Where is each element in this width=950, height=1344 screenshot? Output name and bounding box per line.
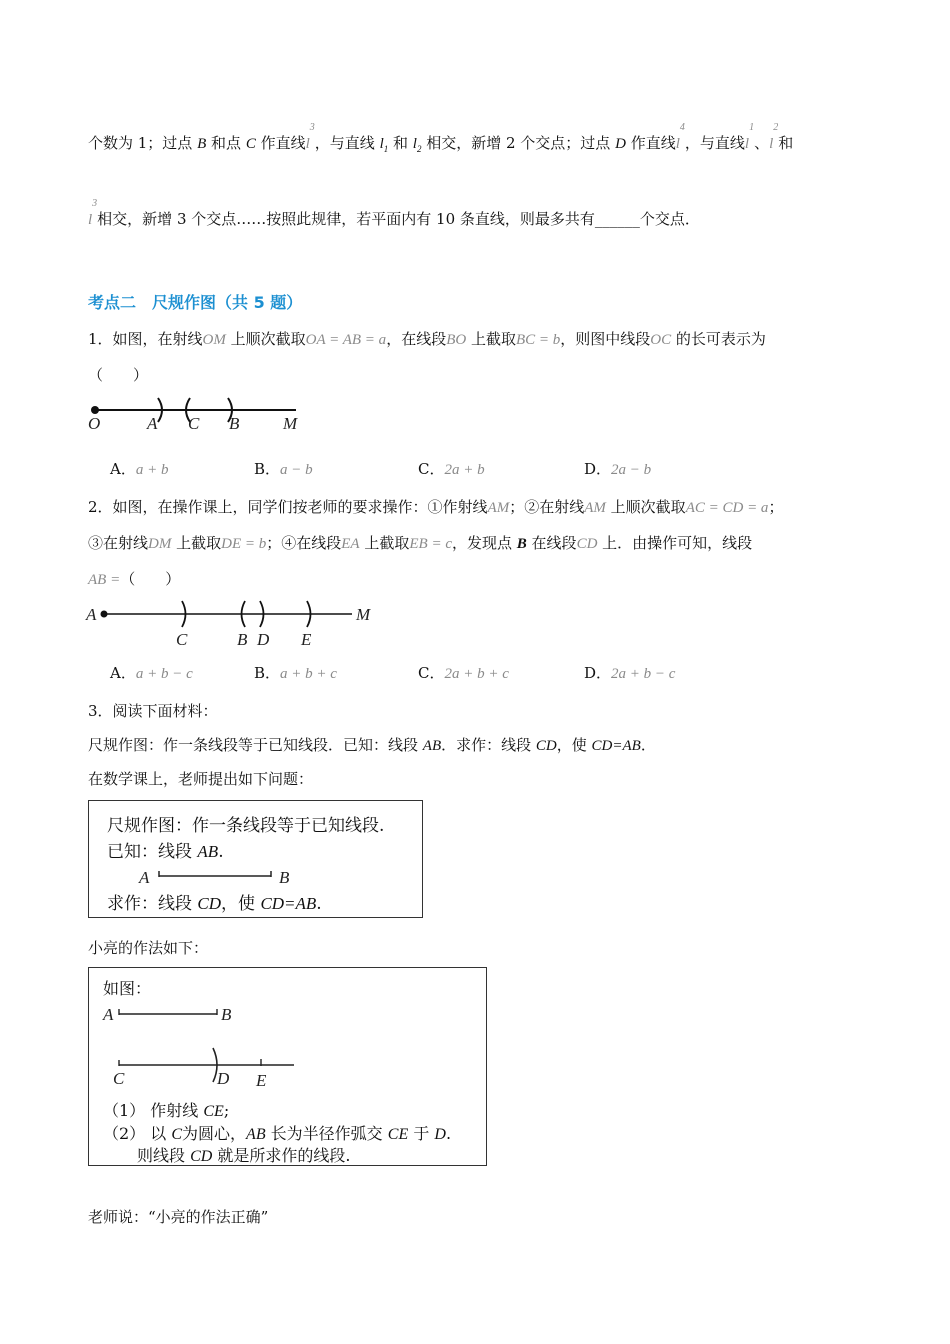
box2-step-2: （2） 以 C为圆心，AB 长为半径作弧交 CE 于 D. bbox=[103, 1124, 452, 1143]
line-l1: $l^1$ bbox=[744, 122, 755, 152]
q3-line-2: 在数学课上，老师提出如下问题： bbox=[88, 770, 314, 788]
q3-title: 3．阅读下面材料： bbox=[88, 702, 218, 720]
q1-option-b[interactable]: B．a − b bbox=[254, 460, 313, 478]
label-D: D bbox=[257, 630, 270, 649]
label-B: B bbox=[237, 630, 248, 649]
box1-line-1: 尺规作图：作一条线段等于已知线段. bbox=[107, 816, 385, 836]
q2-option-c[interactable]: C．2a + b + c bbox=[418, 664, 509, 682]
intro-text: 个数为 1；过点 bbox=[88, 134, 198, 152]
label-A: A bbox=[139, 868, 150, 887]
label-A: A bbox=[86, 605, 97, 624]
intro-line-1 bbox=[88, 122, 794, 154]
intro-text: 、 bbox=[754, 134, 770, 152]
label-B: B bbox=[221, 1005, 232, 1024]
line-l2-inline: $l_2$ bbox=[412, 136, 422, 154]
label-A: A bbox=[103, 1005, 114, 1024]
line-l3: $l^3$ bbox=[88, 198, 98, 228]
intro-text: 作直线 bbox=[625, 134, 676, 152]
intro-text: 相交，新增 3 个交点……按照此规律，若平面内有 10 条直线，则最多共有______个交点． bbox=[97, 210, 700, 228]
section-title: 考点二 尺规作图（共 5 题） bbox=[88, 293, 303, 312]
q2-option-b[interactable]: B．a + b + c bbox=[254, 664, 337, 682]
point-label: B bbox=[197, 136, 207, 152]
line-l4: $l^4$ bbox=[675, 122, 685, 152]
label-B: B bbox=[279, 868, 290, 887]
intro-text: 和 bbox=[388, 134, 413, 152]
solution-box bbox=[88, 967, 487, 1166]
q3-line-1: 尺规作图：作一条线段等于已知线段．已知：线段 AB．求作：线段 CD，使 CD=AB． bbox=[88, 736, 656, 754]
line-l3: $l^3$ bbox=[305, 122, 315, 152]
point-label: C bbox=[245, 136, 256, 152]
intro-text: ，与直线 bbox=[314, 134, 380, 152]
line-l1-inline: $l_1$ bbox=[379, 136, 389, 154]
intro-text: 和 bbox=[778, 134, 794, 152]
q1-paren: （ ） bbox=[88, 366, 149, 384]
box1-segment-ab bbox=[89, 859, 419, 889]
label-E: E bbox=[256, 1071, 267, 1090]
box1-line-3: 求作：线段 CD，使 CD=AB. bbox=[107, 894, 322, 914]
intro-text: 作直线 bbox=[255, 134, 306, 152]
label-B: B bbox=[229, 414, 240, 433]
box2-step-1: （1） 作射线 CE; bbox=[103, 1101, 230, 1120]
q1-option-d[interactable]: D．2a − b bbox=[584, 460, 652, 478]
label-C: C bbox=[176, 630, 188, 649]
label-C: C bbox=[113, 1069, 125, 1088]
box1-line-2: 已知：线段 AB. bbox=[107, 842, 224, 862]
q2-figure bbox=[0, 598, 950, 653]
q1-option-c[interactable]: C．2a + b bbox=[418, 460, 485, 478]
label-D: D bbox=[217, 1069, 230, 1088]
problem-box bbox=[88, 800, 423, 918]
q2-stem-line-2: ③在射线DM 上截取DE = b；④在线段EA 上截取EB = c，发现点 B 在线段CD 上．由操作可知，线段 bbox=[88, 534, 753, 552]
box2-step-3: 则线段 CD 就是所求作的线段. bbox=[137, 1146, 351, 1165]
q1-option-a[interactable]: A．a + b bbox=[110, 460, 169, 478]
label-E: E bbox=[301, 630, 312, 649]
label-A: A bbox=[147, 414, 158, 433]
line-l2: $l^2$ bbox=[769, 122, 779, 152]
intro-text: ，与直线 bbox=[684, 134, 745, 152]
intro-line-2 bbox=[88, 198, 700, 229]
q3-line-3: 小亮的作法如下： bbox=[88, 939, 209, 957]
intro-text: 相交，新增 2 个交点；过点 bbox=[421, 134, 616, 152]
q2-stem-line-3: AB =（ ） bbox=[88, 570, 181, 588]
q1-figure bbox=[0, 395, 950, 440]
q2-option-a[interactable]: A．a + b − c bbox=[110, 664, 193, 682]
box2-figure bbox=[89, 1002, 484, 1092]
label-C: C bbox=[188, 414, 200, 433]
label-M: M bbox=[356, 605, 371, 624]
point-label: D bbox=[615, 136, 626, 152]
label-O: O bbox=[88, 414, 101, 433]
q2-option-d[interactable]: D．2a + b − c bbox=[584, 664, 676, 682]
q1-stem: 1．如图，在射线OM 上顺次截取OA = AB = a，在线段BO 上截取BC = b，则图中线段OC 的长可表示为 bbox=[88, 330, 766, 348]
label-M: M bbox=[283, 414, 298, 433]
intro-text: 和点 bbox=[206, 134, 246, 152]
teacher-remark: 老师说：“小亮的作法正确” bbox=[88, 1208, 269, 1226]
box2-title: 如图： bbox=[103, 979, 152, 998]
q2-stem-line-1: 2．如图，在操作课上，同学们按老师的要求操作：①作射线AM；②在射线AM 上顺次截取AC = CD = a； bbox=[88, 498, 784, 516]
